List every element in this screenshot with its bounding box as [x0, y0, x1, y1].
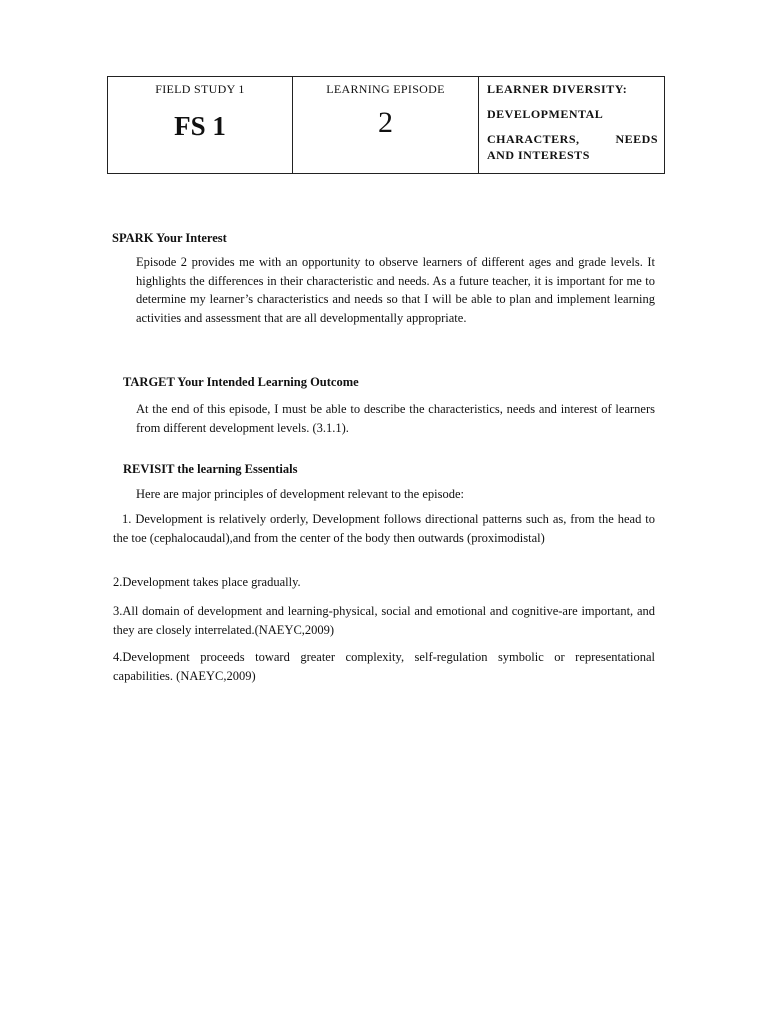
episode-title-line-3: CHARACTERS, NEEDS	[487, 132, 658, 146]
target-paragraph: At the end of this episode, I must be able to describe the characteristics, needs and interest of learners from different development levels. (3.1.1).	[136, 402, 655, 435]
field-study-cell	[108, 77, 293, 174]
episode-title-line-2: DEVELOPMENTAL	[487, 107, 604, 121]
spark-heading: SPARK Your Interest	[112, 231, 227, 245]
learning-episode-label: LEARNING EPISODE	[326, 82, 445, 96]
episode-number: 2	[378, 106, 393, 139]
course-code: FS 1	[174, 111, 226, 141]
revisit-intro: Here are major principles of development relevant to the episode:	[136, 487, 464, 501]
principle-item-2: 2.Development takes place gradually.	[113, 575, 301, 589]
episode-title-line-1: LEARNER DIVERSITY:	[487, 82, 628, 96]
principle-item-1: 1. Development is relatively orderly, Development follows directional patterns such as, from the head to the toe (cephalocaudal),and from the center of the body then outwards (proximodistal)	[113, 512, 655, 545]
learning-episode-cell	[293, 77, 479, 174]
field-study-label: FIELD STUDY 1	[155, 82, 245, 96]
episode-title-line-4: AND INTERESTS	[487, 148, 590, 162]
target-heading: TARGET Your Intended Learning Outcome	[123, 375, 359, 389]
principle-item-4: 4.Development proceeds toward greater complexity, self-regulation symbolic or representational capabilities. (NAEYC,2009)	[113, 650, 655, 683]
episode-title-cell	[479, 77, 665, 174]
spark-paragraph: Episode 2 provides me with an opportunity to observe learners of different ages and grade levels. It highlights the differences in their characteristic and needs. As a future teacher, it is important for me to determine my learner’s characteristics and needs so that I will be able to plan and implement learning activities and assessment that are all developmentally appropriate.	[136, 255, 655, 325]
revisit-heading: REVISIT the learning Essentials	[123, 462, 298, 476]
header-table	[107, 76, 665, 174]
principle-item-3: 3.All domain of development and learning-physical, social and emotional and cognitive-are important, and they are closely interrelated.(NAEYC,2009)	[113, 604, 655, 637]
